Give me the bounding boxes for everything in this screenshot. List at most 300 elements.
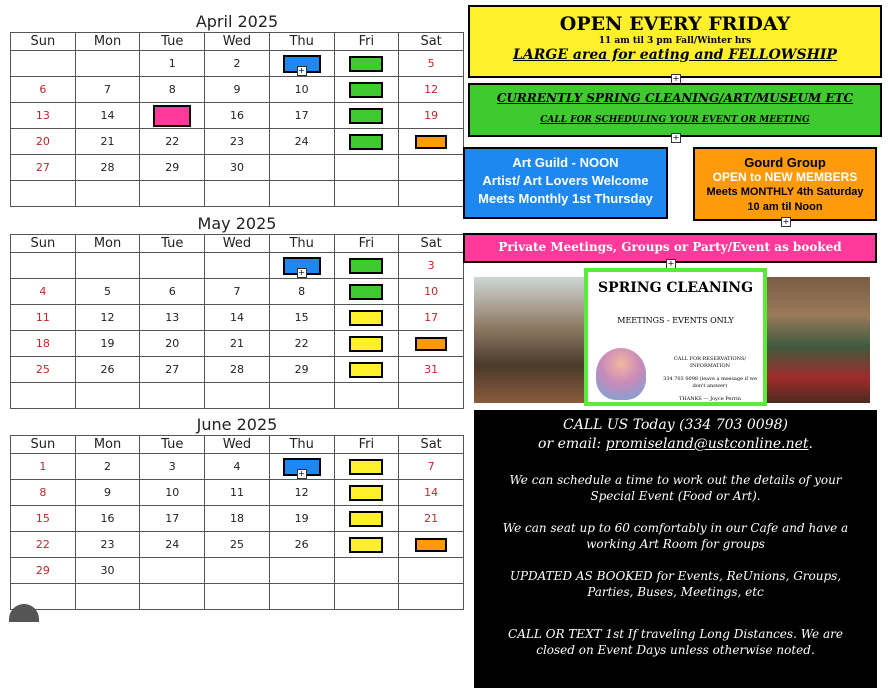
day-number: 16 — [229, 109, 244, 122]
day-number: 21 — [100, 135, 115, 148]
paragraph-long-distance: CALL OR TEXT 1st If traveling Long Distances. We are closed on Event Days unless otherwise noted. — [508, 627, 843, 657]
day-cell[interactable] — [399, 331, 464, 357]
day-cell[interactable] — [269, 129, 334, 155]
day-cell[interactable] — [75, 584, 140, 610]
day-number: 8 — [298, 285, 306, 298]
plus-icon[interactable]: + — [298, 468, 305, 478]
day-number: 27 — [165, 363, 180, 376]
day-number: 20 — [35, 135, 50, 148]
day-number: 18 — [35, 337, 50, 350]
weekday-header: Thu — [269, 436, 334, 454]
day-cell[interactable] — [399, 51, 464, 77]
day-number: 14 — [229, 311, 244, 324]
day-cell[interactable] — [140, 506, 205, 532]
spring-cleaning-box — [468, 83, 882, 137]
day-cell[interactable] — [269, 181, 334, 207]
green-event-marker[interactable] — [349, 56, 383, 72]
week-row — [11, 480, 464, 506]
plus-icon[interactable]: + — [672, 74, 680, 83]
yellow-event-marker[interactable] — [349, 336, 383, 352]
day-number: 22 — [294, 337, 309, 350]
day-number: 8 — [39, 486, 47, 499]
day-cell[interactable] — [334, 77, 399, 103]
day-cell[interactable] — [269, 155, 334, 181]
open-hours: 11 am til 3 pm Fall/Winter hrs — [598, 36, 752, 46]
day-cell[interactable] — [75, 103, 140, 129]
day-number: 25 — [229, 538, 244, 551]
week-row — [11, 103, 464, 129]
day-cell[interactable] — [399, 155, 464, 181]
day-cell[interactable] — [75, 480, 140, 506]
card-details — [658, 356, 762, 403]
day-number: 7 — [104, 83, 112, 96]
day-cell[interactable] — [140, 383, 205, 409]
day-cell[interactable] — [269, 103, 334, 129]
day-cell[interactable] — [399, 129, 464, 155]
day-cell[interactable] — [140, 480, 205, 506]
day-cell[interactable] — [334, 584, 399, 610]
day-number: 30 — [229, 161, 244, 174]
weekday-header: Sun — [11, 33, 76, 51]
open-subtitle: LARGE area for eating and FELLOWSHIP — [513, 47, 837, 63]
day-number: 14 — [424, 486, 439, 499]
day-number: 22 — [35, 538, 50, 551]
day-cell[interactable] — [205, 584, 270, 610]
day-cell[interactable] — [11, 454, 76, 480]
day-number: 17 — [294, 109, 309, 122]
day-number: 11 — [35, 311, 50, 324]
art-line2: Artist/ Art Lovers Welcome — [482, 173, 649, 188]
day-cell[interactable] — [399, 454, 464, 480]
day-cell[interactable] — [334, 454, 399, 480]
day-number: 4 — [233, 460, 241, 473]
day-cell[interactable] — [75, 155, 140, 181]
day-number: 13 — [35, 109, 50, 122]
day-cell[interactable] — [11, 253, 76, 279]
day-cell[interactable] — [399, 305, 464, 331]
day-cell[interactable] — [269, 383, 334, 409]
day-number: 28 — [229, 363, 244, 376]
day-number: 20 — [165, 337, 180, 350]
day-cell[interactable] — [334, 51, 399, 77]
day-number: 21 — [229, 337, 244, 350]
card-subtitle: MEETINGS - EVENTS ONLY — [617, 316, 734, 325]
pink-event-marker[interactable] — [153, 105, 191, 127]
day-cell[interactable] — [140, 279, 205, 305]
week-row — [11, 155, 464, 181]
calendar-grid — [10, 234, 464, 409]
paragraph-seating: We can seat up to 60 comfortably in our Cafe and have a working Art Room for groups — [502, 521, 849, 551]
day-cell[interactable] — [334, 155, 399, 181]
day-cell[interactable] — [140, 357, 205, 383]
day-cell[interactable] — [269, 357, 334, 383]
day-cell[interactable] — [269, 506, 334, 532]
day-number: 3 — [427, 259, 435, 272]
day-cell[interactable] — [140, 532, 205, 558]
day-cell[interactable] — [269, 253, 334, 279]
green-event-marker[interactable] — [349, 284, 383, 300]
day-cell[interactable] — [334, 480, 399, 506]
day-cell[interactable] — [269, 584, 334, 610]
week-row — [11, 506, 464, 532]
day-cell[interactable] — [11, 103, 76, 129]
day-cell[interactable] — [75, 305, 140, 331]
open-title: OPEN EVERY FRIDAY — [559, 13, 791, 35]
yellow-event-marker[interactable] — [349, 362, 383, 378]
email-link[interactable]: promiseland@ustconline.net — [605, 436, 809, 452]
day-number: 31 — [424, 363, 439, 376]
day-number: 28 — [100, 161, 115, 174]
day-number: 29 — [294, 363, 309, 376]
green-event-marker[interactable] — [349, 134, 383, 150]
day-cell[interactable] — [205, 51, 270, 77]
day-number: 1 — [168, 57, 176, 70]
weekday-header: Sat — [399, 436, 464, 454]
card-call: CALL FOR RESERVATIONS/ INFORMATION — [673, 356, 747, 369]
gourd-line2: OPEN to NEW MEMBERS — [712, 170, 858, 184]
week-row — [11, 532, 464, 558]
day-cell[interactable] — [205, 532, 270, 558]
weekday-header: Sun — [11, 436, 76, 454]
day-cell[interactable] — [334, 279, 399, 305]
day-cell[interactable] — [11, 331, 76, 357]
day-number: 2 — [233, 57, 241, 70]
open-every-friday-box — [468, 5, 882, 78]
day-cell[interactable] — [334, 331, 399, 357]
gourd-line4: 10 am til Noon — [747, 201, 823, 213]
weekday-header: Mon — [75, 235, 140, 253]
email-prefix: or email: — [538, 436, 606, 452]
day-cell[interactable] — [11, 506, 76, 532]
weekday-header: Wed — [205, 33, 270, 51]
day-cell[interactable] — [140, 253, 205, 279]
day-cell[interactable] — [140, 454, 205, 480]
day-cell[interactable] — [399, 506, 464, 532]
week-row — [11, 129, 464, 155]
yellow-event-marker[interactable] — [349, 310, 383, 326]
orange-event-marker[interactable] — [415, 135, 447, 149]
day-cell[interactable] — [205, 77, 270, 103]
gourd-line1: Gourd Group — [744, 155, 826, 170]
day-cell[interactable] — [75, 383, 140, 409]
day-cell[interactable] — [140, 51, 205, 77]
day-cell[interactable] — [334, 357, 399, 383]
day-cell[interactable] — [399, 357, 464, 383]
blue-event-marker[interactable] — [283, 458, 321, 476]
weekday-header: Fri — [334, 33, 399, 51]
day-number: 19 — [424, 109, 439, 122]
art-line3: Meets Monthly 1st Thursday — [478, 191, 653, 206]
day-cell[interactable] — [334, 532, 399, 558]
private-text: Private Meetings, Groups or Party/Event as booked — [498, 240, 842, 254]
week-row — [11, 383, 464, 409]
yellow-event-marker[interactable] — [349, 511, 383, 527]
day-cell[interactable] — [11, 305, 76, 331]
day-cell[interactable] — [205, 331, 270, 357]
day-cell[interactable] — [399, 77, 464, 103]
day-number: 9 — [104, 486, 112, 499]
day-number: 10 — [424, 285, 439, 298]
day-cell[interactable] — [11, 532, 76, 558]
day-number: 9 — [233, 83, 241, 96]
blue-event-marker[interactable] — [283, 257, 321, 275]
day-cell[interactable] — [205, 305, 270, 331]
day-cell[interactable] — [75, 454, 140, 480]
day-cell[interactable] — [269, 279, 334, 305]
day-cell[interactable] — [140, 103, 205, 129]
gourd-group-box — [693, 147, 877, 221]
day-cell[interactable] — [269, 454, 334, 480]
cafe-photo-left — [474, 277, 584, 403]
day-cell[interactable] — [205, 558, 270, 584]
day-cell[interactable] — [205, 454, 270, 480]
weekday-header: Thu — [269, 235, 334, 253]
day-cell[interactable] — [140, 331, 205, 357]
day-number: 5 — [427, 57, 435, 70]
day-cell[interactable] — [75, 331, 140, 357]
day-cell[interactable] — [75, 279, 140, 305]
spring-line1: CURRENTLY SPRING CLEANING/ART/MUSEUM ETC — [496, 91, 854, 105]
week-row — [11, 454, 464, 480]
day-cell[interactable] — [399, 584, 464, 610]
day-cell[interactable] — [269, 51, 334, 77]
day-cell[interactable] — [75, 129, 140, 155]
weekday-header: Fri — [334, 235, 399, 253]
day-number: 24 — [165, 538, 180, 551]
day-cell[interactable] — [11, 51, 76, 77]
calendar-grid — [10, 32, 464, 207]
gourd-line3: Meets MONTHLY 4th Saturday — [706, 186, 864, 198]
day-cell[interactable] — [75, 253, 140, 279]
card-thanks: THANKS --- Joyce Perrin — [679, 396, 741, 402]
day-cell[interactable] — [205, 383, 270, 409]
day-cell[interactable] — [75, 357, 140, 383]
character-illustration — [596, 348, 646, 400]
day-number: 15 — [294, 311, 309, 324]
dining-photo-right — [767, 277, 870, 403]
spring-line2: CALL FOR SCHEDULING YOUR EVENT OR MEETING — [540, 115, 810, 125]
contact-box — [474, 410, 877, 688]
plus-icon[interactable]: + — [298, 267, 305, 277]
day-number: 5 — [104, 285, 112, 298]
weekday-header: Tue — [140, 33, 205, 51]
day-cell[interactable] — [399, 181, 464, 207]
day-cell[interactable] — [334, 129, 399, 155]
day-cell[interactable] — [269, 532, 334, 558]
week-row — [11, 181, 464, 207]
day-cell[interactable] — [334, 305, 399, 331]
day-number: 8 — [168, 83, 176, 96]
day-cell[interactable] — [11, 155, 76, 181]
day-cell[interactable] — [399, 279, 464, 305]
day-cell[interactable] — [11, 77, 76, 103]
day-cell[interactable] — [140, 77, 205, 103]
email-suffix: . — [808, 436, 813, 452]
day-cell[interactable] — [334, 558, 399, 584]
day-cell[interactable] — [11, 383, 76, 409]
day-cell[interactable] — [140, 558, 205, 584]
day-number: 2 — [104, 460, 112, 473]
yellow-event-marker[interactable] — [349, 537, 383, 553]
day-number: 4 — [39, 285, 47, 298]
art-line1: Art Guild - NOON — [512, 155, 619, 170]
day-cell[interactable] — [75, 532, 140, 558]
day-cell[interactable] — [75, 77, 140, 103]
day-number: 23 — [229, 135, 244, 148]
day-number: 17 — [424, 311, 439, 324]
day-cell[interactable] — [11, 480, 76, 506]
day-number: 17 — [165, 512, 180, 525]
month-calendar — [10, 415, 464, 610]
weekday-header: Mon — [75, 33, 140, 51]
week-row — [11, 558, 464, 584]
weekday-header: Wed — [205, 436, 270, 454]
day-number: 18 — [229, 512, 244, 525]
day-number: 30 — [100, 564, 115, 577]
day-number: 10 — [294, 83, 309, 96]
day-cell[interactable] — [269, 558, 334, 584]
day-cell[interactable] — [140, 155, 205, 181]
weekday-header: Thu — [269, 33, 334, 51]
day-number: 24 — [294, 135, 309, 148]
day-number: 22 — [165, 135, 180, 148]
day-cell[interactable] — [399, 383, 464, 409]
day-cell[interactable] — [75, 181, 140, 207]
day-number: 7 — [233, 285, 241, 298]
day-cell[interactable] — [205, 129, 270, 155]
day-cell[interactable] — [205, 480, 270, 506]
day-cell[interactable] — [140, 129, 205, 155]
day-cell[interactable] — [334, 181, 399, 207]
day-number: 19 — [100, 337, 115, 350]
day-cell[interactable] — [399, 532, 464, 558]
week-row — [11, 279, 464, 305]
day-cell[interactable] — [399, 480, 464, 506]
blue-event-marker[interactable] — [283, 55, 321, 73]
day-number: 26 — [100, 363, 115, 376]
week-row — [11, 331, 464, 357]
day-number: 29 — [165, 161, 180, 174]
day-cell[interactable] — [399, 558, 464, 584]
day-cell[interactable] — [205, 253, 270, 279]
day-number: 10 — [165, 486, 180, 499]
day-cell[interactable] — [140, 305, 205, 331]
day-cell[interactable] — [334, 103, 399, 129]
day-cell[interactable] — [205, 155, 270, 181]
day-cell[interactable] — [269, 77, 334, 103]
day-number: 11 — [229, 486, 244, 499]
day-cell[interactable] — [399, 253, 464, 279]
weekday-header: Sun — [11, 235, 76, 253]
day-number: 26 — [294, 538, 309, 551]
day-cell[interactable] — [205, 181, 270, 207]
day-cell[interactable] — [334, 383, 399, 409]
day-cell[interactable] — [334, 506, 399, 532]
weekday-header: Wed — [205, 235, 270, 253]
day-cell[interactable] — [75, 558, 140, 584]
plus-icon[interactable]: + — [667, 259, 675, 268]
day-number: 13 — [165, 311, 180, 324]
plus-icon[interactable]: + — [672, 133, 680, 142]
calendar-grid — [10, 435, 464, 610]
orange-event-marker[interactable] — [415, 337, 447, 351]
day-cell[interactable] — [205, 357, 270, 383]
day-cell[interactable] — [11, 558, 76, 584]
card-title: SPRING CLEANING — [597, 280, 754, 296]
week-row — [11, 584, 464, 610]
day-number: 6 — [168, 285, 176, 298]
day-cell[interactable] — [11, 279, 76, 305]
weekday-header: Sat — [399, 33, 464, 51]
day-number: 16 — [100, 512, 115, 525]
day-cell[interactable] — [269, 480, 334, 506]
day-number: 12 — [100, 311, 115, 324]
weekday-header: Fri — [334, 436, 399, 454]
day-number: 27 — [35, 161, 50, 174]
day-cell[interactable] — [399, 103, 464, 129]
weekday-header: Mon — [75, 436, 140, 454]
day-cell[interactable] — [269, 331, 334, 357]
month-title: April 2025 — [195, 12, 279, 31]
email-line — [474, 435, 877, 454]
month-title: June 2025 — [196, 415, 278, 434]
plus-icon[interactable]: + — [782, 217, 790, 226]
day-number: 1 — [39, 460, 47, 473]
orange-event-marker[interactable] — [415, 538, 447, 552]
day-cell[interactable] — [205, 103, 270, 129]
day-number: 15 — [35, 512, 50, 525]
day-cell[interactable] — [75, 506, 140, 532]
weekday-header: Sat — [399, 235, 464, 253]
day-cell[interactable] — [11, 129, 76, 155]
day-number: 12 — [294, 486, 309, 499]
day-cell[interactable] — [11, 357, 76, 383]
month-calendar — [10, 12, 464, 207]
day-number: 21 — [424, 512, 439, 525]
day-cell[interactable] — [11, 181, 76, 207]
day-cell[interactable] — [205, 279, 270, 305]
week-row — [11, 77, 464, 103]
week-row — [11, 357, 464, 383]
day-cell[interactable] — [334, 253, 399, 279]
month-calendar — [10, 214, 464, 409]
paragraph-updated: UPDATED AS BOOKED for Events, ReUnions, Groups, Parties, Buses, Meetings, etc — [509, 569, 842, 599]
day-cell[interactable] — [75, 51, 140, 77]
day-number: 6 — [39, 83, 47, 96]
day-number: 3 — [168, 460, 176, 473]
plus-icon[interactable]: + — [298, 65, 305, 75]
call-line: CALL US Today (334 703 0098) — [563, 417, 788, 433]
card-phone: 334 703 0098 (leave a message if we don't answer) — [663, 376, 757, 389]
day-cell[interactable] — [140, 181, 205, 207]
day-number: 12 — [424, 83, 439, 96]
yellow-event-marker[interactable] — [349, 485, 383, 501]
yellow-event-marker[interactable] — [349, 459, 383, 475]
day-number: 19 — [294, 512, 309, 525]
green-event-marker[interactable] — [349, 82, 383, 98]
weekday-header: Tue — [140, 235, 205, 253]
green-event-marker[interactable] — [349, 108, 383, 124]
day-cell[interactable] — [205, 506, 270, 532]
day-number: 29 — [35, 564, 50, 577]
day-number: 14 — [100, 109, 115, 122]
day-cell[interactable] — [140, 584, 205, 610]
day-cell[interactable] — [269, 305, 334, 331]
green-event-marker[interactable] — [349, 258, 383, 274]
day-number: 23 — [100, 538, 115, 551]
week-row — [11, 305, 464, 331]
day-number: 7 — [427, 460, 435, 473]
